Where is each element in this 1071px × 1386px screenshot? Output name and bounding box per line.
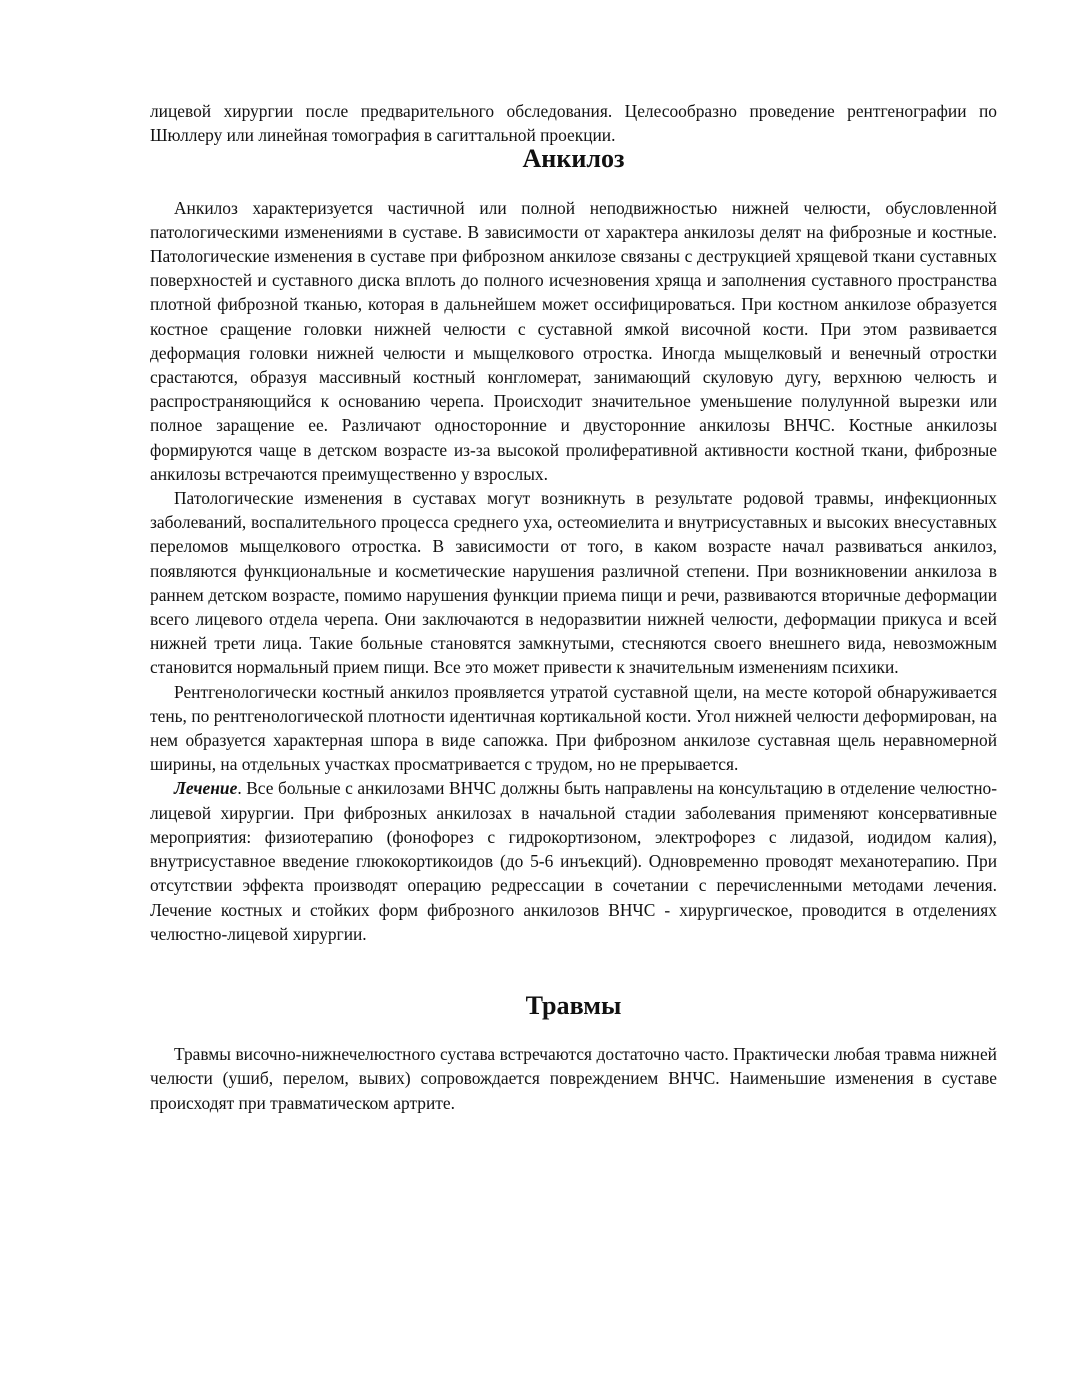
treatment-text: . Все больные с анкилозами ВНЧС должны быть направлены на консультацию в отделение челюстно-лицевой хирургии. При фиброзных анкилозах в начальной стадии заболевания применяют консервативные мероприятия: физиотерапию (фонофорез с гидрокортизоном, электрофорез с лидазой, иодидом калия), внутрисуставное введение глюкокортикоидов (до 5-6 инъекций). Одновременно проводят механотерапию. При отсутствии эффекта производят операцию редрессации в сочетании с перечисленными методами лечения. Лечение костных и стойких форм фиброзного анкилозов ВНЧС - хирургическое, проводится в отделениях челюстно-лицевой хирургии. xyxy=(150,778,997,944)
section-heading-ankylosis: Анкилоз xyxy=(522,144,625,174)
ankylosis-paragraph-definition: Анкилоз характеризуется частичной или полной неподвижностью нижней челюсти, обусловленной патологическими изменениями в суставе. В зависимости от характера анкилозы делят на фиброзные и костные. Патологические изменения в суставе при фиброзном анкилозе связаны с деструкцией хрящевой ткани суставных поверхностей и суставного диска вплоть до полного исчезновения хряща и заполнения суставного пространства плотной фиброзной тканью, которая в дальнейшем может оссифицироваться. При костном анкилозе образуется костное сращение головки нижней челюсти с суставной ямкой височной кости. При этом развивается деформация головки нижней челюсти и мыщелкового отростка. Иногда мыщелковый и венечный отростки срастаются, образуя массивный костный конгломерат, занимающий скуловую дугу, верхнюю челюсть и распространяющийся к основанию черепа. Происходит значительное уменьшение полулунной вырезки или полное заращение ее. Различают односторонние и двусторонние анкилозы ВНЧС. Костные анкилозы формируются чаще в детском возрасте из-за высокой пролиферативной активности костной ткани, фиброзные анкилозы встречаются преимущественно у взрослых. xyxy=(150,197,997,484)
ankylosis-paragraph-treatment xyxy=(150,776,997,945)
intro-paragraph: лицевой хирургии после предварительного обследования. Целесообразно проведение рентгенографии по Шюллеру или линейная томография в сагиттальной проекции. xyxy=(150,101,997,146)
spacer xyxy=(150,172,997,196)
ankylosis-paragraph-causes: Патологические изменения в суставах могут возникнуть в результате родовой травмы, инфекционных заболеваний, воспалительного процесса среднего уха, остеомиелита и внутрисуставных и высоких внесуставных переломов мыщелкового отростка. В зависимости от того, в каком возрасте начал развиваться анкилоз, появляются функциональные и косметические нарушения различной степени. При возникновении анкилоза в раннем детском возрасте, помимо нарушения функции приема пищи и речи, развиваются вторичные деформации всего лицевого отдела черепа. Они заключаются в недоразвитии нижней челюсти, деформации прикуса и всей нижней трети лица. Такие больные становятся замкнутыми, стесняются своего внешнего вида, невозможным становится нормальный прием пищи. Все это может привести к значительным изменениям психики. xyxy=(150,488,997,678)
trauma-paragraph: Травмы височно-нижнечелюстного сустава встречаются достаточно часто. Практически любая травма нижней челюсти (ушиб, перелом, вывих) сопровождается повреждением ВНЧС. Наименьшие изменения в суставе происходят при травматическом артрите. xyxy=(150,1044,997,1113)
section-heading-trauma: Травмы xyxy=(525,990,622,1020)
document-page xyxy=(150,99,997,1115)
ankylosis-paragraph-radiology: Рентгенологически костный анкилоз проявляется утратой суставной щели, на месте которой обнаруживается тень, по рентгенологической плотности идентичная кортикальной кости. Угол нижней челюсти деформирован, на нем образуется характерная шпора в виде сапожка. При фиброзном анкилозе суставная щель неравномерной ширины, на отдельных участках просматривается с трудом, но не прерывается. xyxy=(150,681,997,775)
spacer xyxy=(150,946,997,994)
treatment-label: Лечение xyxy=(174,778,238,799)
spacer xyxy=(150,1018,997,1042)
